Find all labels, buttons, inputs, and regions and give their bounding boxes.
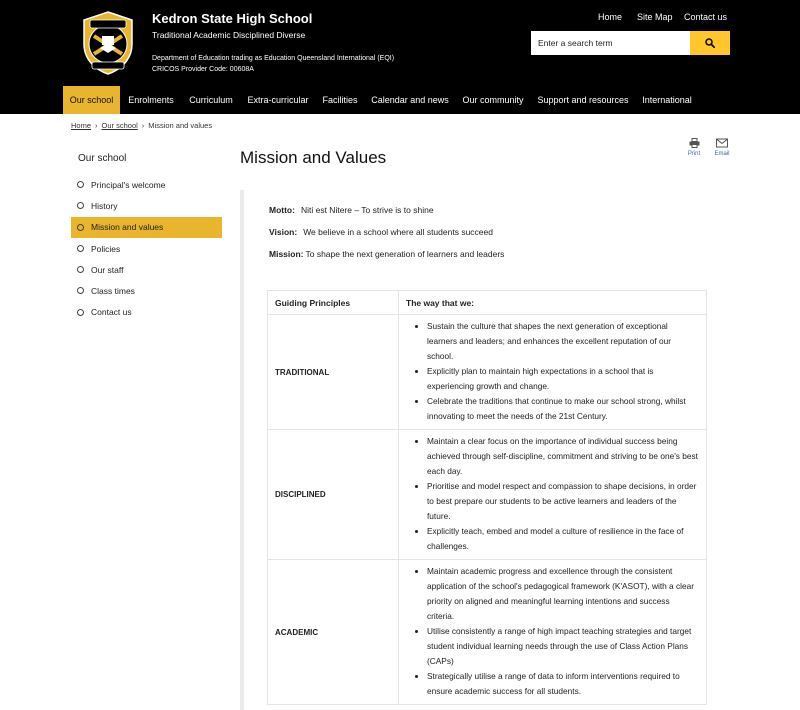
nav-our-school[interactable]: Our school: [63, 86, 120, 114]
table-row: [268, 430, 707, 560]
column-header-principles: Guiding Principles: [268, 291, 399, 315]
breadcrumb: [71, 121, 212, 130]
search-form: [531, 31, 730, 55]
sidebar-item-contact-us[interactable]: [71, 302, 222, 323]
table-row: [268, 560, 707, 705]
chevron-right-icon: ›: [141, 121, 145, 130]
motto-text: Niti est Nitere – To strive is to shine: [300, 205, 434, 215]
nav-support-resources[interactable]: Support and resources: [537, 95, 629, 105]
principle-cell: DISCIPLINED: [268, 430, 399, 560]
nav-extra-curricular[interactable]: Extra-curricular: [247, 95, 309, 105]
table-header-row: [268, 291, 707, 315]
mission-text: To shape the next generation of learners and leaders: [305, 249, 505, 259]
table-row: [268, 315, 707, 430]
sidebar-item-our-staff[interactable]: [71, 259, 222, 280]
breadcrumb-current: Mission and values: [148, 121, 213, 130]
page-title: Mission and Values: [240, 148, 387, 167]
search-button[interactable]: [690, 31, 730, 55]
nav-enrolments[interactable]: Enrolments: [128, 95, 174, 105]
list-item: Explicitly plan to maintain high expectations in a school that is experiencing growth and change.: [405, 364, 698, 394]
circle-bullet-icon: [77, 287, 84, 294]
mission-label: Mission:: [269, 249, 304, 259]
circle-bullet-icon: [77, 245, 84, 252]
list-item: Maintain academic progress and excellence through the consistent application of the school's pedagogical framework (K'ASOT), with a clear priority on aligned and meaningful learning intentions and success criteria.: [405, 564, 698, 624]
list-item: Strategically utilise a range of data to inform interventions required to ensure academic success for all students.: [405, 669, 698, 699]
sidebar-item-label: History: [91, 200, 118, 211]
chevron-right-icon: ›: [95, 121, 98, 130]
principle-cell: TRADITIONAL: [268, 315, 399, 430]
envelope-icon: [716, 138, 728, 148]
circle-bullet-icon: [77, 266, 84, 273]
site-header: [0, 0, 800, 86]
list-item: Sustain the culture that shapes the next generation of exceptional learners and leaders; and enhances the excellent reputation of our school.: [405, 319, 698, 364]
vision-text: We believe in a school where all students succeed: [303, 227, 493, 237]
content-accent-bar: [240, 190, 244, 710]
breadcrumb-home[interactable]: Home: [71, 121, 92, 130]
column-header-way: The way that we:: [399, 291, 707, 315]
school-tagline: Traditional Academic Disciplined Diverse: [152, 30, 306, 40]
util-link-home[interactable]: Home: [598, 12, 623, 22]
sidebar-item-history[interactable]: [71, 195, 222, 216]
main-navigation: [0, 86, 800, 114]
department-text: Department of Education trading as Education Queensland International (EQI): [152, 55, 395, 62]
sidebar-item-label: Class times: [91, 286, 135, 297]
nav-facilities[interactable]: Facilities: [322, 95, 358, 105]
sidebar-item-policies[interactable]: [71, 238, 222, 259]
motto-label: Motto:: [269, 205, 295, 215]
vision-line: [269, 227, 493, 237]
cricos-text: CRICOS Provider Code: 00608A: [152, 66, 254, 73]
printer-icon: [689, 138, 700, 148]
print-label: Print: [687, 151, 701, 157]
sidebar-title[interactable]: Our school: [78, 153, 127, 164]
mission-line: [269, 249, 504, 259]
circle-bullet-icon: [77, 309, 84, 316]
school-name[interactable]: Kedron State High School: [152, 11, 313, 26]
breadcrumb-our-school[interactable]: Our school: [101, 121, 138, 130]
sidebar-item-label: Mission and values: [91, 222, 164, 233]
nav-international[interactable]: International: [642, 95, 692, 105]
motto-line: [269, 205, 434, 215]
sidebar-item-mission-values[interactable]: [71, 217, 222, 238]
email-button[interactable]: [710, 138, 734, 157]
util-link-sitemap[interactable]: Site Map: [637, 12, 673, 22]
circle-bullet-icon: [77, 181, 84, 188]
nav-our-community[interactable]: Our community: [462, 95, 524, 105]
nav-calendar-news[interactable]: Calendar and news: [371, 95, 449, 105]
sidebar-item-label: Our staff: [91, 264, 124, 275]
email-label: Email: [714, 151, 730, 157]
sidebar-item-label: Principal's welcome: [91, 179, 166, 190]
sidebar-item-label: Contact us: [91, 307, 132, 318]
search-input[interactable]: [531, 31, 690, 55]
guiding-principles-table: [267, 290, 707, 705]
search-icon: [705, 38, 715, 48]
circle-bullet-icon: [77, 224, 84, 231]
circle-bullet-icon: [77, 202, 84, 209]
list-item: Explicitly teach, embed and model a culture of resilience in the face of challenges.: [405, 524, 698, 554]
sidebar-item-class-times[interactable]: [71, 280, 222, 301]
sidebar-item-principals-welcome[interactable]: [71, 174, 222, 195]
principle-cell: ACADEMIC: [268, 560, 399, 705]
list-item: Utilise consistently a range of high impact teaching strategies and target student individual learning needs through the use of Class Action Plans (CAPs): [405, 624, 698, 669]
print-button[interactable]: [682, 138, 706, 157]
util-link-contact[interactable]: Contact us: [684, 12, 728, 22]
nav-curriculum[interactable]: Curriculum: [189, 95, 233, 105]
points-cell: [399, 560, 707, 705]
list-item: Celebrate the traditions that continue to make our school strong, whilst innovating to meet the needs of the 21st Century.: [405, 394, 698, 424]
list-item: Prioritise and model respect and compassion to shape decisions, in order to best prepare our students to be active learners and leaders of the future.: [405, 479, 698, 524]
points-cell: [399, 430, 707, 560]
sidebar-item-label: Policies: [91, 243, 121, 254]
department-info: [152, 53, 394, 75]
list-item: Maintain a clear focus on the importance of individual success being achieved through self-discipline, commitment and striving to be one's best each day.: [405, 434, 698, 479]
sidebar-nav: [71, 174, 222, 323]
vision-label: Vision:: [269, 227, 298, 237]
points-cell: [399, 315, 707, 430]
school-crest-logo[interactable]: [80, 10, 136, 76]
